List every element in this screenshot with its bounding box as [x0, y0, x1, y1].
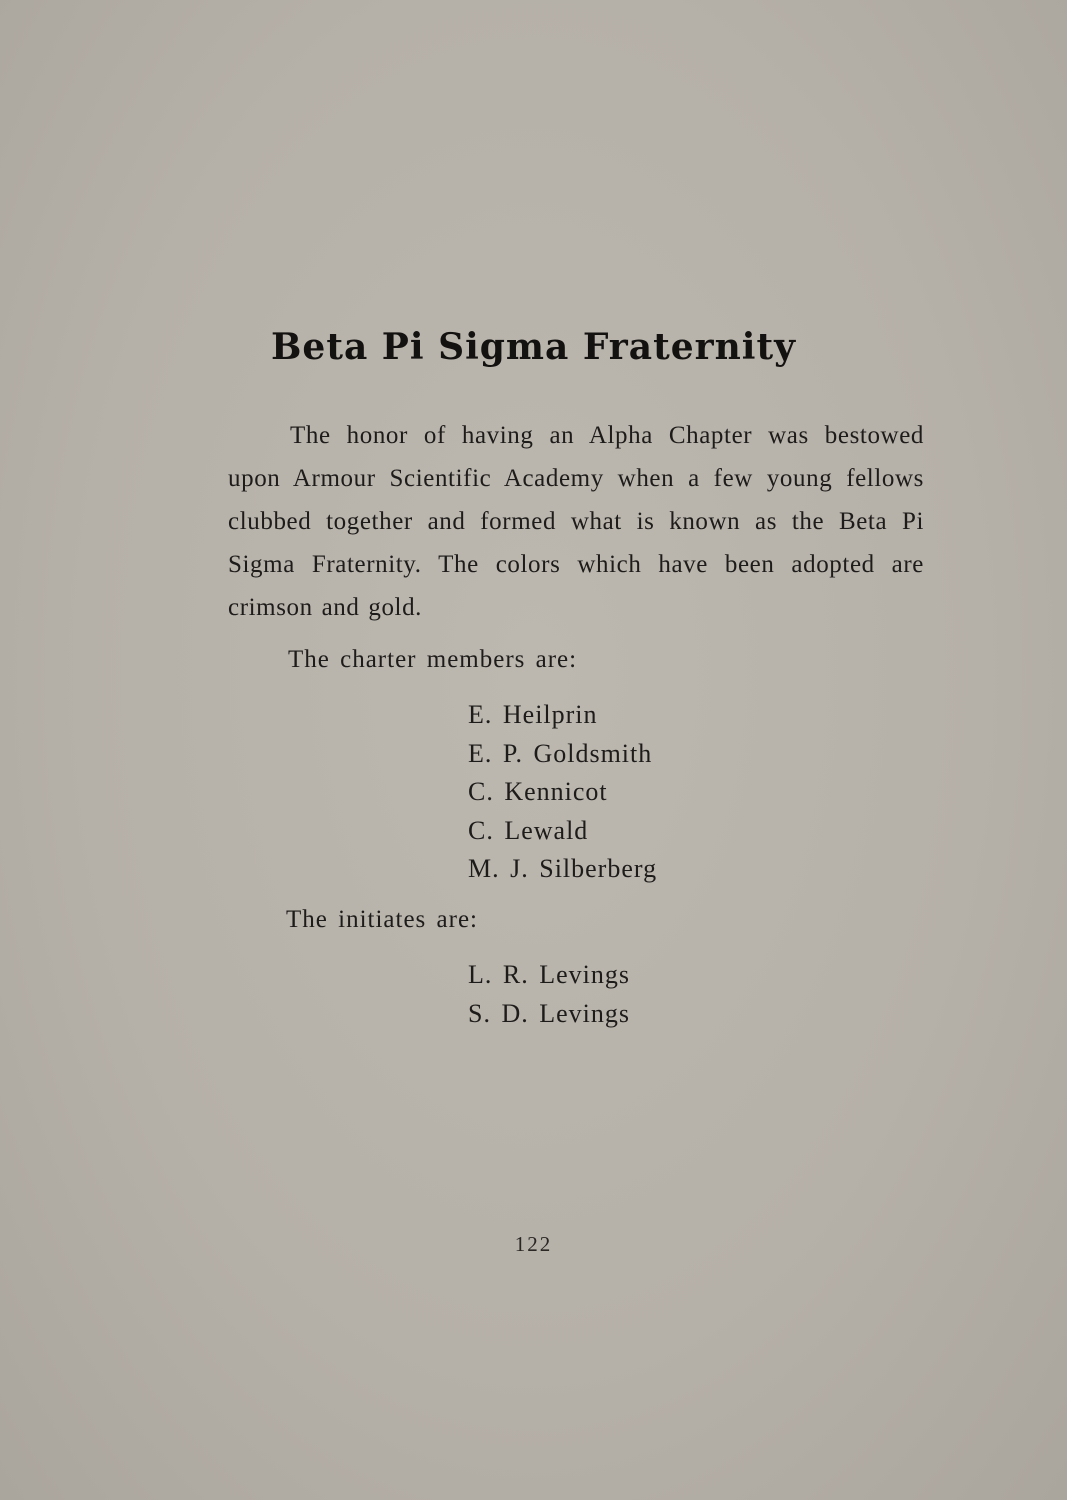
initiates-list — [468, 956, 630, 1033]
list-item: E. P. Goldsmith — [468, 738, 653, 768]
list-item: E. Heilprin — [468, 700, 598, 729]
list-item: C. Lewald — [468, 815, 589, 845]
initiates-heading: The initiates are: — [286, 906, 478, 933]
page-title: Beta Pi Sigma Fraternity — [270, 326, 796, 368]
intro-paragraph: The honor of having an Alpha Chapter was bestowed upon Armour Scientific Academy when a few young fellows clubbed together and formed what is known as the Beta Pi Sigma Fraternity. The colors which have been adopted are crimson and gold. — [228, 422, 924, 621]
list-item: M. J. Silberberg — [468, 854, 658, 884]
list-item: C. Kennicot — [468, 777, 608, 807]
charter-members-list — [468, 696, 657, 889]
page-number: 122 — [514, 1232, 553, 1256]
charter-members-heading: The charter members are: — [288, 646, 578, 673]
list-item: L. R. Levings — [468, 960, 630, 989]
list-item: S. D. Levings — [468, 998, 630, 1028]
